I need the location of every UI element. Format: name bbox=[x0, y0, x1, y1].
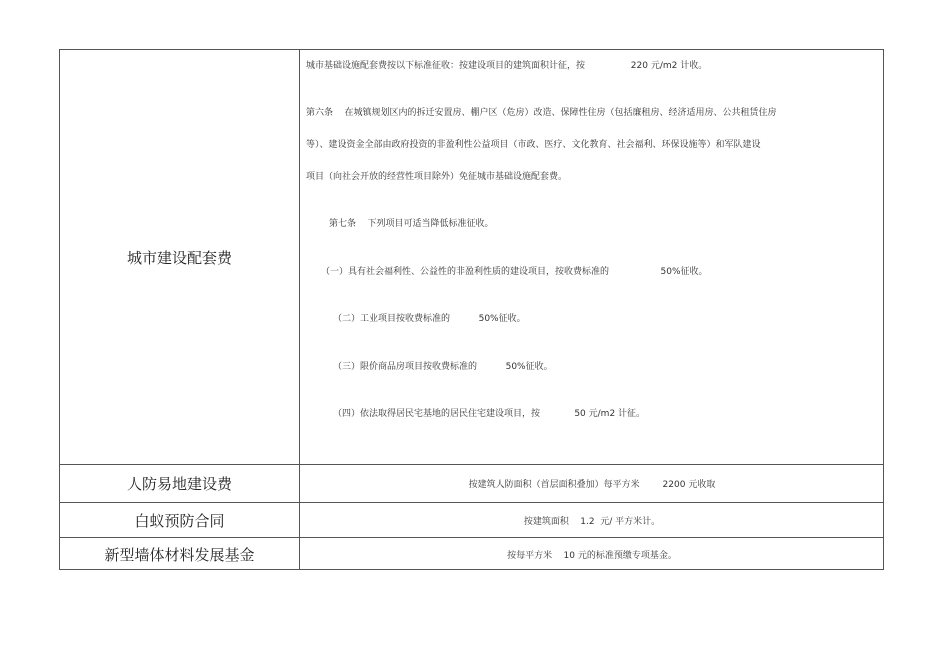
paragraph-text: 城市基础设施配套费按以下标准征收：按建设项目的建筑面积计征，按 220 元/m2 计收。 bbox=[306, 61, 708, 71]
paragraph-text: 等）、建设资金全部由政府投资的非盈利性公益项目（市政、医疗、文化教育、社会福利、环保设施等）和军队建设 bbox=[306, 140, 761, 150]
row-label-city-construction-fee: 城市建设配套费 bbox=[126, 248, 232, 267]
row-value-wall-material-fund: 按每平方米 10 元的标准预缴专项基金。 bbox=[507, 550, 677, 561]
paragraph-text: 项目（向社会开放的经营性项目除外）免征城市基础设施配套费。 bbox=[306, 172, 568, 182]
row-label-civil-defense-fee: 人防易地建设费 bbox=[126, 475, 232, 493]
paragraph-text: （四）依法取得居民宅基地的居民住宅建设项目，按 50 元/m2 计征。 bbox=[333, 409, 646, 419]
paragraph-text: 第七条 下列项目可适当降低标准征收。 bbox=[329, 219, 494, 229]
paragraph-text: 第六条 在城镇规划区内的拆迁安置房、棚户区（危房）改造、保障性住房（包括廉租房、经济适用房、公共租赁住房 bbox=[306, 108, 777, 118]
fee-table bbox=[59, 49, 884, 570]
row-value-termite-prevention: 按建筑面积 1.2 元/ 平方米计。 bbox=[523, 516, 661, 527]
paragraph-text: （三）限价商品房项目按收费标准的 50%征收。 bbox=[333, 362, 553, 372]
paragraph-text: （二）工业项目按收费标准的 50%征收。 bbox=[333, 314, 526, 324]
row-label-wall-material-fund: 新型墙体材料发展基金 bbox=[104, 545, 255, 564]
row-label-termite-prevention: 白蚁预防合同 bbox=[134, 511, 225, 530]
paragraph-text: （一）具有社会福利性、公益性的非盈利性质的建设项目，按收费标准的 50%征收。 bbox=[321, 267, 708, 277]
row-value-civil-defense-fee: 按建筑人防面积（首层面积叠加）每平方米 2200 元收取 bbox=[468, 480, 716, 490]
